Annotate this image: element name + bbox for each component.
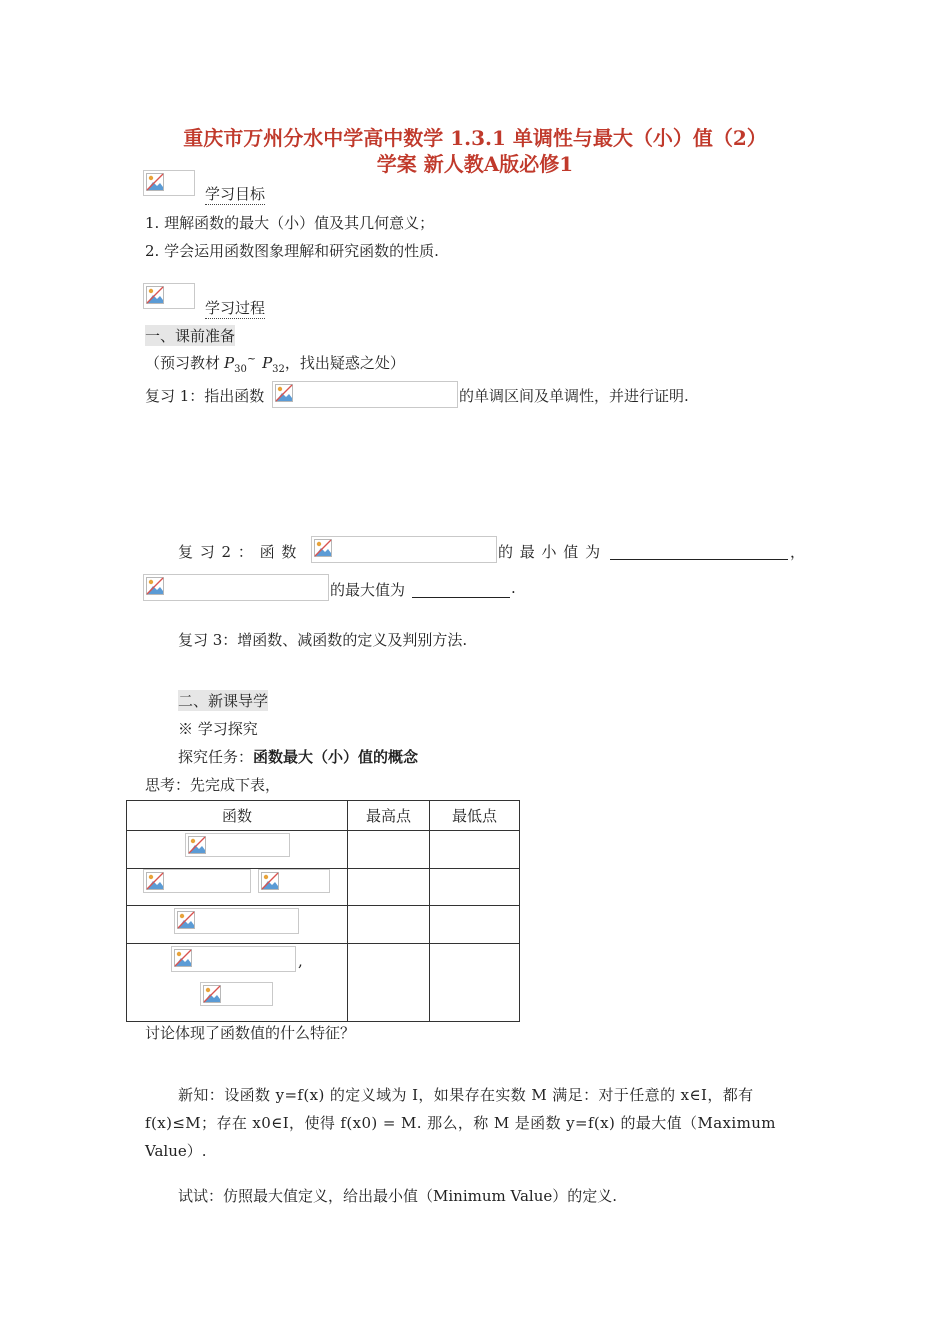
table-cell-function <box>127 906 348 944</box>
formula-image <box>143 869 251 893</box>
review-1-text: 的单调区间及单调性，并进行证明. <box>459 387 689 405</box>
table-cell-function <box>127 831 348 869</box>
goal-item-2: 2. 学会运用函数图象理解和研究函数的性质. <box>145 242 439 260</box>
review-2-comma: ， <box>790 543 806 561</box>
review-2-period: . <box>511 579 516 597</box>
discuss-question: 讨论体现了函数值的什么特征？ <box>145 1024 356 1042</box>
document-title-line2: 学案 新人教A版必修1 <box>376 152 574 176</box>
formula-image <box>171 946 296 972</box>
think-prompt: 思考：先完成下表， <box>145 776 281 794</box>
formula-image <box>311 536 497 563</box>
explore-task: 探究任务：函数最大（小）值的概念 <box>178 748 419 766</box>
table-row <box>127 831 520 869</box>
table-cell-lowest[interactable] <box>430 831 520 869</box>
formula-image <box>143 574 329 601</box>
process-heading: 学习过程 <box>205 299 266 317</box>
formula-image <box>272 381 458 408</box>
table-header-highest: 最高点 <box>348 801 430 831</box>
review-1-label: 复习 1：指出函数 <box>145 387 265 405</box>
function-table <box>126 800 520 1022</box>
table-cell-function <box>127 869 348 906</box>
table-cell-highest[interactable] <box>348 831 430 869</box>
preview-note: （预习教材 $P_{30}^\sim$ $P_{32}$，找出疑惑之处） <box>145 352 405 375</box>
table-row-comma: , <box>298 952 303 970</box>
table-cell-highest[interactable] <box>348 944 430 1022</box>
review-3: 复习 3：增函数、减函数的定义及判别方法. <box>178 631 468 649</box>
definition-line-3: Value）. <box>145 1142 207 1160</box>
formula-image <box>174 908 299 934</box>
table-row <box>127 944 520 1022</box>
goal-item-1: 1. 理解函数的最大（小）值及其几何意义； <box>145 214 435 232</box>
table-row <box>127 906 520 944</box>
answer-blank[interactable] <box>610 541 788 560</box>
table-cell-lowest[interactable] <box>430 869 520 906</box>
table-cell-lowest[interactable] <box>430 944 520 1022</box>
table-cell-highest[interactable] <box>348 869 430 906</box>
table-row <box>127 869 520 906</box>
review-2-label: 复 习 2 ： 函 数 <box>178 543 298 561</box>
newlesson-heading: 二、新课导学 <box>178 692 269 710</box>
review-2-min-text: 的 最 小 值 为 <box>498 543 602 561</box>
table-cell-function <box>127 944 348 1022</box>
prep-heading: 一、课前准备 <box>145 327 236 345</box>
try-prompt: 试试：仿照最大值定义，给出最小值（Minimum Value）的定义. <box>178 1187 617 1205</box>
table-cell-highest[interactable] <box>348 906 430 944</box>
review-2-max-text: 的最大值为 <box>330 581 406 599</box>
table-header-lowest: 最低点 <box>430 801 520 831</box>
section-image-icon <box>143 283 195 309</box>
goals-heading: 学习目标 <box>205 185 266 203</box>
document-title-line1: 重庆市万州分水中学高中数学 1.3.1 单调性与最大（小）值（2） <box>183 126 767 150</box>
answer-blank[interactable] <box>412 579 510 598</box>
formula-image <box>185 833 290 857</box>
formula-image <box>200 982 273 1006</box>
explore-heading: ※ 学习探究 <box>178 720 258 738</box>
definition-line-1: 新知：设函数 y=f(x) 的定义域为 I，如果存在实数 M 满足：对于任意的 x∈I，都有 <box>178 1086 754 1104</box>
table-header-function: 函数 <box>127 801 348 831</box>
formula-image <box>258 869 330 893</box>
definition-line-2: f(x)≤M；存在 x0∈I，使得 f(x0) = M. 那么，称 M 是函数 y=f(x) 的最大值（Maximum <box>145 1114 776 1132</box>
table-cell-lowest[interactable] <box>430 906 520 944</box>
section-image-icon <box>143 170 195 196</box>
